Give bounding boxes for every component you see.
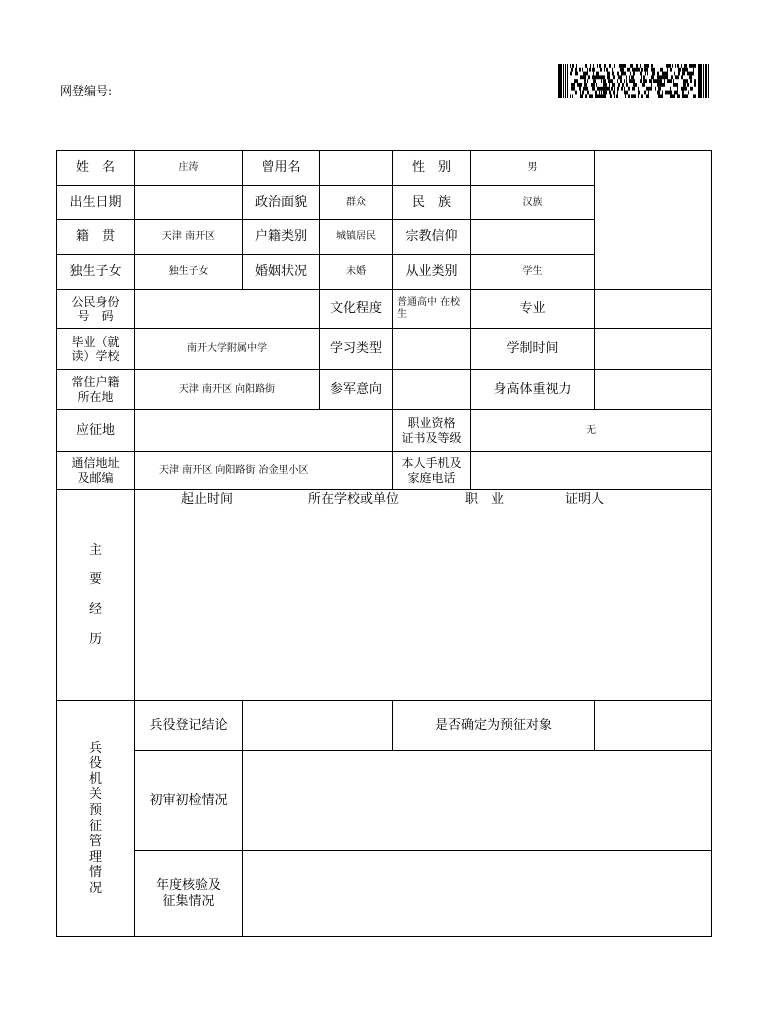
hukou-type-value[interactable]: 城镇居民: [320, 220, 393, 255]
residence-label-line2: 所在地: [77, 389, 114, 404]
address-value[interactable]: 天津 南开区 向阳路街 冶金里小区: [135, 452, 393, 490]
ethnicity-label: 民 族: [393, 186, 471, 220]
only-child-value[interactable]: 独生子女: [135, 255, 243, 290]
education-value[interactable]: 普通高中 在校生: [393, 290, 471, 329]
military-office-label-char: 况: [88, 880, 102, 896]
pre-selected-value[interactable]: [595, 701, 712, 751]
annual-check-label-line2: 征集情况: [162, 893, 215, 909]
political-status-label: 政治面貌: [243, 186, 320, 220]
certificate-value[interactable]: 无: [471, 410, 712, 452]
experience-label-char: 主: [88, 542, 102, 558]
birth-date-label: 出生日期: [57, 186, 135, 220]
education-label: 文化程度: [320, 290, 393, 329]
school-label-line1: 毕业（就: [71, 334, 120, 349]
annual-check-label: [135, 851, 243, 937]
military-office-label-char: 理: [88, 849, 102, 865]
experience-label-char: 要: [88, 572, 102, 588]
registration-conclusion-value[interactable]: [243, 701, 393, 751]
name-value[interactable]: 庄涛: [135, 151, 243, 186]
marital-status-label: 婚姻状况: [243, 255, 320, 290]
residence-value[interactable]: 天津 南开区 向阳路街: [135, 370, 320, 410]
experience-label: [57, 490, 135, 701]
initial-check-label: 初审初检情况: [135, 751, 243, 851]
id-number-value[interactable]: [135, 290, 320, 329]
duration-value[interactable]: [595, 329, 712, 370]
phone-value[interactable]: [471, 452, 712, 490]
school-label-line2: 读）学校: [71, 349, 120, 363]
native-place-label: 籍 贯: [57, 220, 135, 255]
residence-label-line1: 常住户籍: [71, 375, 120, 390]
experience-period-header: 起止时间: [181, 492, 234, 507]
military-office-label-char: 征: [88, 818, 102, 834]
registration-number-label: 网登编号:: [60, 84, 113, 98]
gender-value[interactable]: 男: [471, 151, 595, 186]
name-label: 姓 名: [57, 151, 135, 186]
birth-date-value[interactable]: [135, 186, 243, 220]
former-name-value[interactable]: [320, 151, 393, 186]
registration-conclusion-label: 兵役登记结论: [135, 701, 243, 751]
photo-box: [595, 151, 712, 290]
military-office-label-char: 管: [88, 834, 102, 850]
military-office-label-char: 役: [88, 756, 102, 772]
study-type-value[interactable]: [393, 329, 471, 370]
annual-check-label-line1: 年度核验及: [155, 877, 221, 893]
school-value[interactable]: 南开大学附属中学: [135, 329, 320, 370]
experience-label-char: 历: [88, 631, 102, 647]
residence-label: [57, 370, 135, 410]
military-office-label-char: 机: [88, 771, 102, 787]
id-number-label-line2: 号 码: [77, 309, 114, 323]
military-intention-value[interactable]: [393, 370, 471, 410]
occupation-label: 从业类别: [393, 255, 471, 290]
military-intention-label: 参军意向: [320, 370, 393, 410]
former-name-label: 曾用名: [243, 151, 320, 186]
religion-label: 宗教信仰: [393, 220, 471, 255]
experience-header-row: [135, 492, 711, 510]
body-metrics-value[interactable]: [595, 370, 712, 410]
certificate-label-line1: 职业资格: [407, 416, 456, 431]
ethnicity-value[interactable]: 汉族: [471, 186, 595, 220]
hukou-type-label: 户籍类别: [243, 220, 320, 255]
experience-position-header: 职 业: [465, 492, 505, 507]
occupation-value[interactable]: 学生: [471, 255, 595, 290]
initial-check-value[interactable]: [243, 751, 712, 851]
registration-form-table: [56, 150, 712, 937]
military-office-label-char: 关: [88, 787, 102, 803]
conscription-place-label: 应征地: [57, 410, 135, 452]
military-office-label: [57, 701, 135, 937]
political-status-value[interactable]: 群众: [320, 186, 393, 220]
pre-selected-label: 是否确定为预征对象: [393, 701, 595, 751]
duration-label: 学制时间: [471, 329, 595, 370]
address-label: [57, 452, 135, 490]
conscription-place-value[interactable]: [135, 410, 393, 452]
major-label: 专业: [471, 290, 595, 329]
body-metrics-label: 身高体重视力: [471, 370, 595, 410]
experience-area[interactable]: [135, 490, 712, 701]
barcode-image: [558, 64, 710, 98]
religion-value[interactable]: [471, 220, 595, 255]
experience-school-unit-header: 所在学校或单位: [308, 492, 400, 507]
phone-label: [393, 452, 471, 490]
only-child-label: 独生子女: [57, 255, 135, 290]
annual-check-value[interactable]: [243, 851, 712, 937]
school-label: [57, 329, 135, 370]
military-office-label-char: 预: [88, 802, 102, 818]
id-number-label: [57, 290, 135, 329]
certificate-label: [393, 410, 471, 452]
marital-status-value[interactable]: 未婚: [320, 255, 393, 290]
experience-witness-header: 证明人: [565, 492, 605, 507]
experience-label-char: 经: [88, 602, 102, 617]
native-place-value[interactable]: 天津 南开区: [135, 220, 243, 255]
address-label-line2: 及邮编: [77, 470, 114, 485]
military-office-label-char: 情: [88, 865, 102, 881]
major-value[interactable]: [595, 290, 712, 329]
certificate-label-line2: 证书及等级: [401, 430, 462, 445]
id-number-label-line1: 公民身份: [71, 294, 120, 309]
military-office-label-char: 兵: [88, 740, 102, 756]
phone-label-line1: 本人手机及: [401, 456, 462, 471]
address-label-line1: 通信地址: [71, 456, 120, 471]
phone-label-line2: 家庭电话: [407, 470, 456, 485]
gender-label: 性 别: [393, 151, 471, 186]
study-type-label: 学习类型: [320, 329, 393, 370]
